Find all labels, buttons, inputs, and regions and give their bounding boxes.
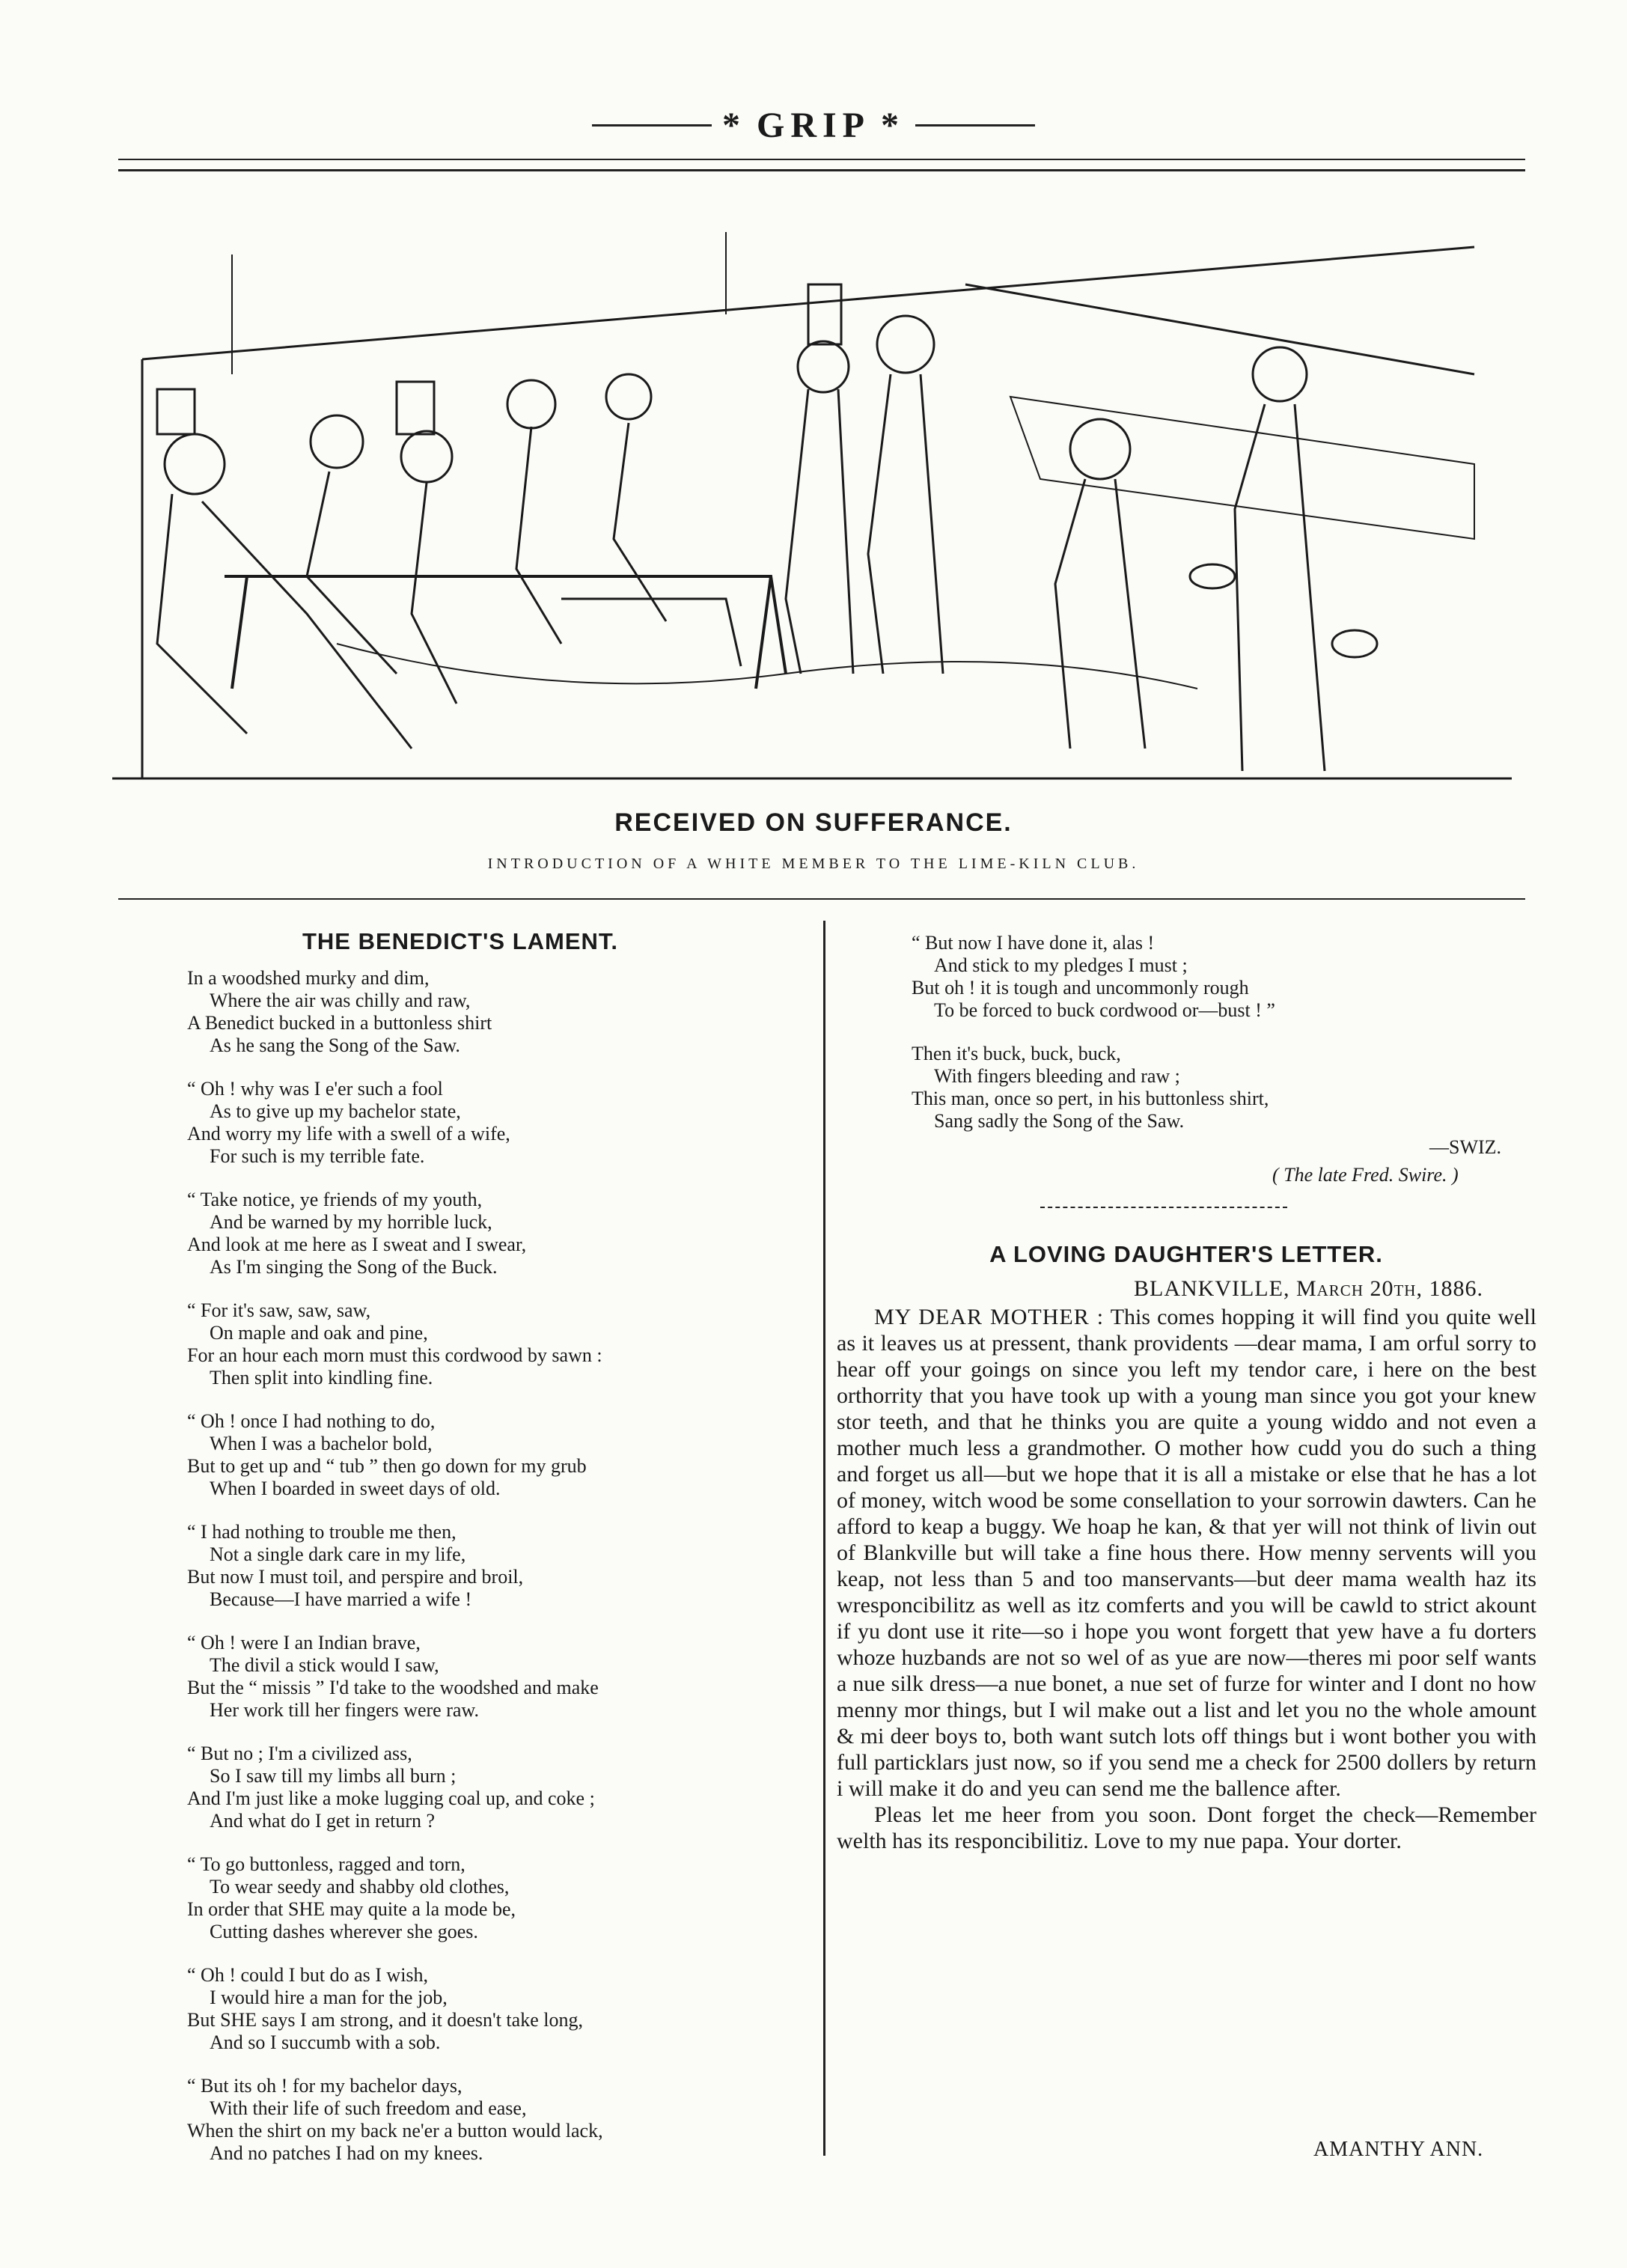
letter-signoff: AMANTHY ANN. [1313, 2138, 1484, 2161]
poem-line: Sang sadly the Song of the Saw. [934, 1110, 1185, 1132]
poem-line: When the shirt on my back ne'er a button would lack, [187, 2120, 603, 2142]
letter-title: A LOVING DAUGHTER'S LETTER. [989, 1241, 1383, 1267]
poem-line: So I saw till my limbs all burn ; [210, 1765, 457, 1787]
poem-line: Because—I have married a wife ! [210, 1588, 472, 1610]
poem-line: But to get up and “ tub ” then go down for my grub [187, 1455, 587, 1477]
poem-stanza [187, 1410, 823, 1500]
poem-line: Her work till her fingers were raw. [210, 1699, 480, 1721]
poem-line: “ Oh ! once I had nothing to do, [187, 1410, 436, 1432]
poem-line: In a woodshed murky and dim, [187, 967, 430, 989]
column-divider [823, 921, 825, 2156]
poem-line: Then it's buck, buck, buck, [912, 1043, 1121, 1064]
poem-line: But now I must toil, and perspire and broil, [187, 1566, 524, 1588]
masthead [0, 105, 1627, 146]
poem-signature: —SWIZ. [1429, 1136, 1502, 1158]
poem-stanza [187, 1299, 823, 1389]
poem-line: “ Oh ! were I an Indian brave, [187, 1632, 421, 1653]
poem-line: “ Take notice, ye friends of my youth, [187, 1189, 483, 1210]
poem-line: Cutting dashes wherever she goes. [210, 1921, 478, 1942]
poem-line: But the “ missis ” I'd take to the woodshed and make [187, 1677, 599, 1698]
poem-stanza [187, 1189, 823, 1278]
cartoon-illustration [112, 225, 1512, 801]
poem-left-column [187, 967, 823, 2186]
masthead-left-dash [592, 124, 712, 126]
masthead-star-right: * [881, 106, 905, 145]
poem-line: “ For it's saw, saw, saw, [187, 1299, 371, 1321]
poem-line: And worry my life with a swell of a wife, [187, 1123, 510, 1144]
poem-line: But oh ! it is tough and uncommonly rough [912, 977, 1249, 999]
poem-line: To wear seedy and shabby old clothes, [210, 1876, 510, 1897]
poem-line: “ Oh ! why was I e'er such a fool [187, 1078, 443, 1100]
poem-line: And so I succumb with a sob. [210, 2031, 441, 2053]
poem-stanza [187, 1632, 823, 1722]
letter-body-1: This comes hopping it will find you quite well as it leaves us at pressent, thank providents —dear mama, I am orful sorry to hear off your goings on since you left my tendor care, i here on the best orthorrity that you have took up with a young man since you got your knew stor teeth, and that he thinks you are quite a young widdo and not even a mother much less a grandmother. O mother how cudd you do such a thing and forget us all—but we hope that it is all a mistake or else that he has a lot of money, witch wood be some consellation to your sorrowin dawters. Can he afford to keap a buggy. We hoap he kan, & that yer will not think of livin out of Blankville but will take a fine hous there. How menny servents will you keap, not less than 5 and too manservants—but deer mama wealth haz its wresponcibilitz as well as itz comferts and you will be cawld to strict akount if yu dont use it rite—so i hope you wont forgett that yew have a fu dorters whoze huzbands are not so wel of as yue are now—theres mi poor self wants a nue silk dress—a nue bonet, a nue set of furze for winter and I dont no how menny mor things, but I wil make out a list and let you no the whole amount & mi deer boys to, both want sutch lots off things but i wont bother you with full particklars just now, so if you send me a check for 2500 dollers by return i will make it do and yeu can send me the ballence after. [837, 1305, 1536, 1801]
poem-line: To be forced to buck cordwood or—bust ! ” [934, 999, 1275, 1021]
poem-stanza [187, 1964, 823, 2054]
letter-body [837, 1304, 1536, 1854]
poem-line: With their life of such freedom and ease, [210, 2097, 527, 2119]
bench [225, 576, 786, 689]
poem-line: And no patches I had on my knees. [210, 2142, 483, 2164]
poem-line: This man, once so pert, in his buttonless shirt, [912, 1088, 1269, 1109]
poem-stanza [187, 967, 823, 1057]
poem-line: “ But now I have done it, alas ! [912, 932, 1155, 954]
poem-line: Where the air was chilly and raw, [210, 990, 471, 1011]
poem-line: In order that SHE may quite a la mode be, [187, 1898, 516, 1920]
poem-line: “ But its oh ! for my bachelor days, [187, 2075, 463, 2097]
poem-line: And what do I get in return ? [210, 1810, 436, 1832]
poem-line: The divil a stick would I saw, [210, 1654, 439, 1676]
masthead-rule-1 [118, 159, 1525, 160]
poem-line: When I boarded in sweet days of old. [210, 1478, 501, 1499]
poem-line: And look at me here as I sweat and I swear, [187, 1234, 527, 1255]
masthead-star-left: * [722, 106, 746, 145]
poem-line: As I'm singing the Song of the Buck. [210, 1256, 498, 1278]
masthead-right-dash [915, 124, 1035, 126]
poem-line: Not a single dark care in my life, [210, 1543, 466, 1565]
letter-salutation: MY DEAR MOTHER : [874, 1305, 1105, 1329]
poem-line: Then split into kindling fine. [210, 1367, 433, 1388]
poem-line: When I was a bachelor bold, [210, 1433, 433, 1454]
masthead-title-group [592, 105, 1035, 146]
seated-figures [157, 374, 666, 749]
poem-line: And I'm just like a moke lugging coal up, and coke ; [187, 1787, 595, 1809]
poem-stanza [187, 1521, 823, 1611]
poem-line: “ I had nothing to trouble me then, [187, 1521, 457, 1543]
poem-line: A Benedict bucked in a buttonless shirt [187, 1012, 492, 1034]
letter-paragraph-2: Pleas let me heer from you soon. Dont forget the check—Remember welth has its responcibilitiz. Love to my nue papa. Your dorter. [837, 1802, 1536, 1853]
poem-stanza [187, 1078, 823, 1168]
poem-line: On maple and oak and pine, [210, 1322, 428, 1344]
poem-stanza [187, 1853, 823, 1943]
poem-title: THE BENEDICT'S LAMENT. [302, 928, 619, 954]
poem-line: With fingers bleeding and raw ; [934, 1065, 1180, 1087]
poem-line: As he sang the Song of the Saw. [210, 1034, 460, 1056]
poem-stanza [912, 932, 1533, 1022]
letter-dateline: BLANKVILLE, March 20th, 1886. [1134, 1276, 1483, 1301]
standing-figures [786, 284, 1377, 771]
poem-attribution: ( The late Fred. Swire. ) [1272, 1164, 1459, 1186]
poem-stanza [912, 1043, 1533, 1133]
letter-paragraph-1 [837, 1304, 1536, 1802]
poem-line: “ Oh ! could I but do as I wish, [187, 1964, 429, 1986]
poem-line: And stick to my pledges I must ; [934, 954, 1188, 976]
poem-line: As to give up my bachelor state, [210, 1100, 461, 1122]
masthead-rule-2 [118, 169, 1525, 171]
poem-line: “ But no ; I'm a civilized ass, [187, 1743, 412, 1764]
masthead-title: GRIP [757, 106, 870, 145]
illustration-subtitle: INTRODUCTION OF A WHITE MEMBER TO THE LIME-KILN CLUB. [487, 856, 1140, 872]
illustration-title: RECEIVED ON SUFFERANCE. [614, 808, 1013, 837]
poem-line: “ To go buttonless, ragged and torn, [187, 1853, 465, 1875]
poem-line: But SHE says I am strong, and it doesn't take long, [187, 2009, 583, 2031]
poem-end-rule [1040, 1207, 1287, 1208]
poem-line: I would hire a man for the job, [210, 1987, 448, 2008]
poem-line: For an hour each morn must this cordwood by sawn : [187, 1344, 602, 1366]
poem-line: And be warned by my horrible luck, [210, 1211, 492, 1233]
section-rule [118, 898, 1525, 900]
poem-right-column [912, 932, 1533, 1153]
poem-line: For such is my terrible fate. [210, 1145, 425, 1167]
poem-stanza [187, 2075, 823, 2165]
poem-stanza [187, 1743, 823, 1832]
